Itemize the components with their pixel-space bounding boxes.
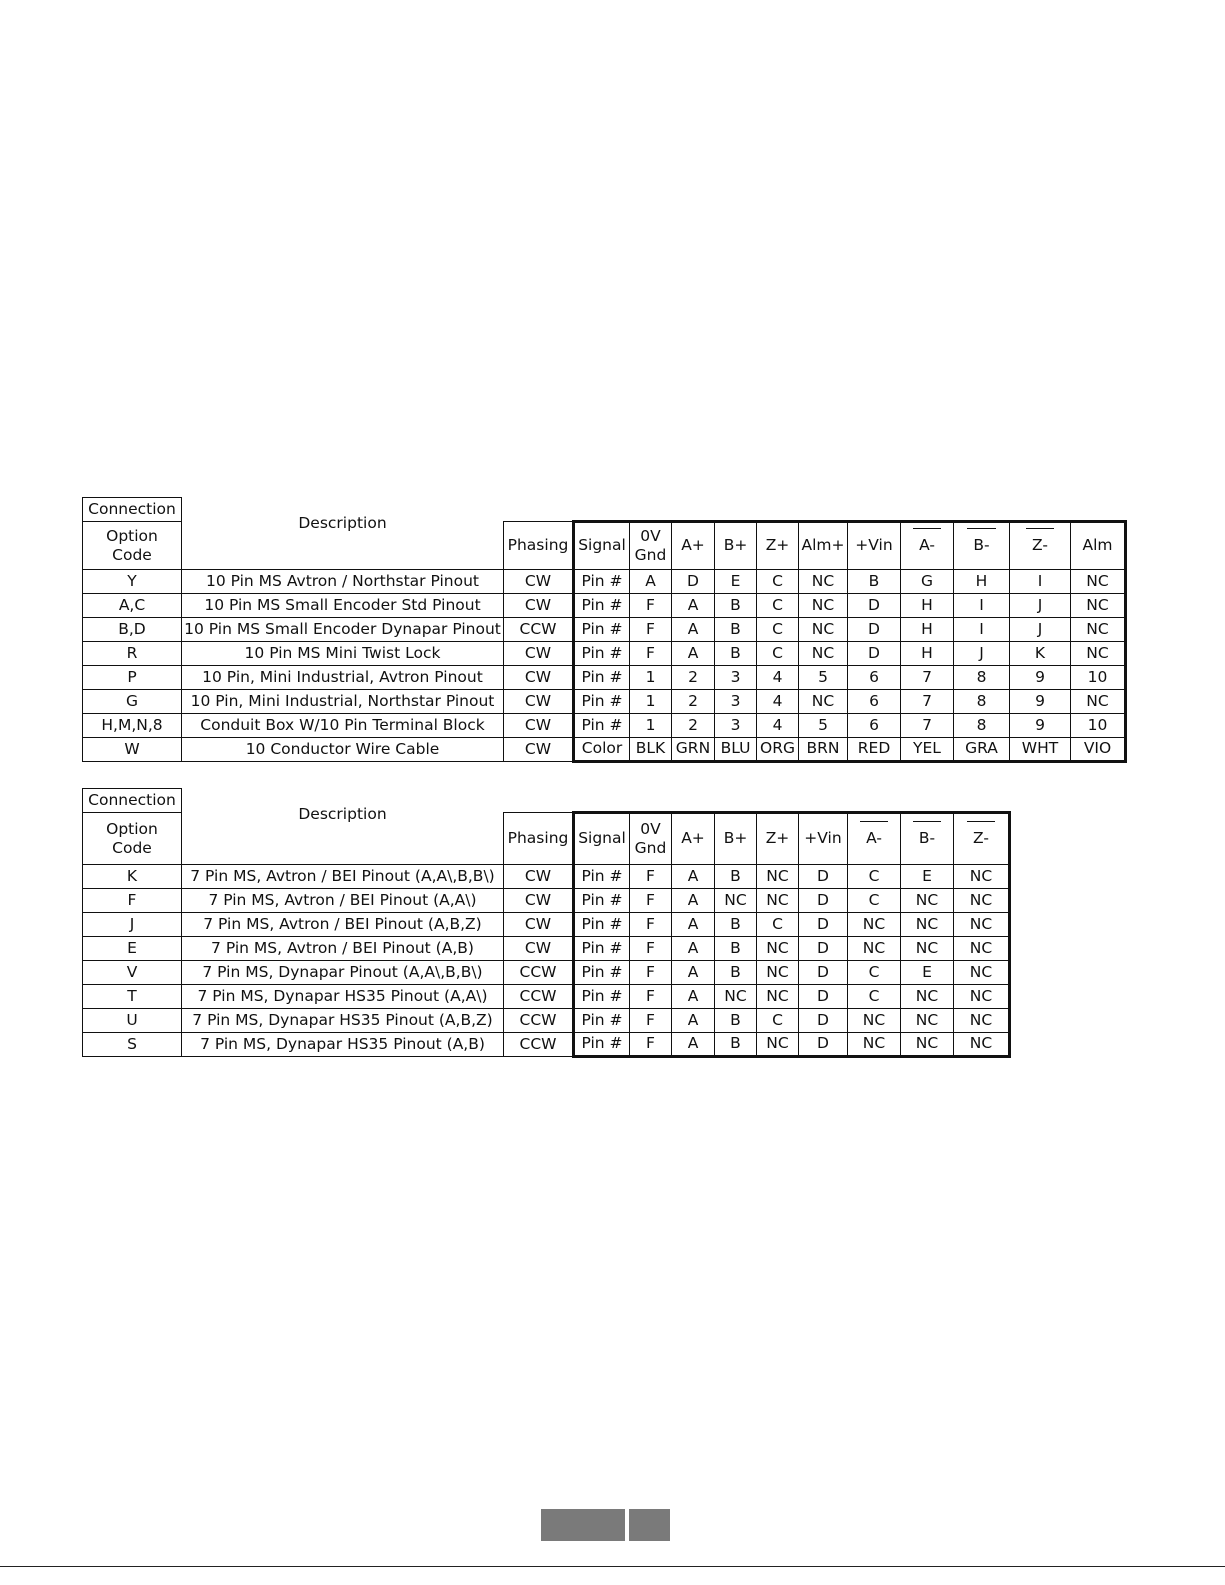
pin-cell: B: [715, 1033, 757, 1057]
pin-cell: NC: [901, 1033, 954, 1057]
pin-cell: C: [848, 961, 901, 985]
table-row: [83, 889, 1010, 913]
pin-cell: G: [901, 570, 954, 594]
pin-cell: NC: [901, 937, 954, 961]
gnd-top-label: 0V: [640, 527, 661, 545]
pin-cell: 7: [901, 690, 954, 714]
pin-cell: 9: [1010, 714, 1071, 738]
pin-cell: C: [848, 865, 901, 889]
pin-cell: D: [799, 1033, 848, 1057]
pin-cell: F: [630, 985, 672, 1009]
footer-page-block-right: [629, 1509, 670, 1541]
pin-cell: NC: [1071, 642, 1126, 666]
option-code-cell: P: [83, 666, 182, 690]
description-cell: 10 Pin, Mini Industrial, Northstar Pinout: [182, 690, 504, 714]
option-code-cell: H,M,N,8: [83, 714, 182, 738]
phasing-cell: CW: [504, 666, 574, 690]
option-code-cell: Y: [83, 570, 182, 594]
pin-cell: 8: [954, 690, 1010, 714]
pin-cell: BRN: [799, 738, 848, 762]
signal-cell: Pin #: [574, 594, 630, 618]
phasing-cell: CCW: [504, 1009, 574, 1033]
page-bottom-rule: [0, 1566, 1225, 1567]
description-cell: 7 Pin MS, Dynapar Pinout (A,A\,B,B\): [182, 961, 504, 985]
pin-cell: A: [672, 1009, 715, 1033]
signal-header-b-plus: B+: [715, 813, 757, 865]
connection-header: Connection: [83, 789, 182, 813]
pin-cell: 6: [848, 714, 901, 738]
option-code-cell: J: [83, 913, 182, 937]
option-label: Option: [106, 819, 158, 838]
signal-cell: Pin #: [574, 618, 630, 642]
table-row: [83, 1033, 1010, 1057]
description-cell: 10 Pin, Mini Industrial, Avtron Pinout: [182, 666, 504, 690]
gnd-header: [630, 813, 672, 865]
signal-header-vin: +Vin: [799, 813, 848, 865]
pin-cell: NC: [901, 913, 954, 937]
pin-cell: NC: [848, 1033, 901, 1057]
pin-cell: F: [630, 594, 672, 618]
pin-cell: E: [715, 570, 757, 594]
description-cell: 10 Pin MS Mini Twist Lock: [182, 642, 504, 666]
pin-cell: D: [799, 937, 848, 961]
pin-cell: F: [630, 961, 672, 985]
pin-cell: 5: [799, 714, 848, 738]
pin-cell: D: [799, 985, 848, 1009]
option-code-header: [83, 813, 182, 865]
pin-cell: NC: [799, 594, 848, 618]
pin-cell: NC: [954, 961, 1010, 985]
pin-cell: I: [954, 618, 1010, 642]
pin-cell: 9: [1010, 690, 1071, 714]
gnd-bottom-label: Gnd: [634, 839, 667, 857]
description-cell: 10 Pin MS Avtron / Northstar Pinout: [182, 570, 504, 594]
pin-cell: NC: [799, 618, 848, 642]
pin-cell: F: [630, 1033, 672, 1057]
pin-cell: D: [799, 913, 848, 937]
option-code-cell: T: [83, 985, 182, 1009]
pin-cell: 2: [672, 714, 715, 738]
pin-cell: A: [672, 961, 715, 985]
pin-cell: BLK: [630, 738, 672, 762]
pin-cell: 6: [848, 690, 901, 714]
phasing-cell: CW: [504, 690, 574, 714]
pin-cell: B: [715, 961, 757, 985]
pin-cell: C: [848, 985, 901, 1009]
table-row: [83, 1009, 1010, 1033]
pin-cell: NC: [715, 985, 757, 1009]
signal-header-z-minus: Z-: [1010, 522, 1071, 570]
pin-cell: A: [672, 865, 715, 889]
signal-cell: Color: [574, 738, 630, 762]
pin-cell: NC: [848, 937, 901, 961]
description-cell: 10 Conductor Wire Cable: [182, 738, 504, 762]
phasing-cell: CW: [504, 889, 574, 913]
pin-cell: H: [901, 618, 954, 642]
description-cell: 7 Pin MS, Avtron / BEI Pinout (A,A\): [182, 889, 504, 913]
pin-cell: 7: [901, 714, 954, 738]
pin-cell: NC: [715, 889, 757, 913]
pin-cell: C: [757, 594, 799, 618]
pin-cell: NC: [799, 690, 848, 714]
pin-cell: F: [630, 1009, 672, 1033]
description-cell: 10 Pin MS Small Encoder Dynapar Pinout: [182, 618, 504, 642]
pin-cell: NC: [757, 961, 799, 985]
pin-cell: GRN: [672, 738, 715, 762]
phasing-cell: CW: [504, 594, 574, 618]
connection-header: Connection: [83, 498, 182, 522]
pin-cell: B: [715, 642, 757, 666]
pin-cell: 4: [757, 714, 799, 738]
table-row: [83, 714, 1126, 738]
signal-header-z-plus: Z+: [757, 813, 799, 865]
pin-cell: GRA: [954, 738, 1010, 762]
pin-cell: 3: [715, 714, 757, 738]
pin-cell: NC: [757, 937, 799, 961]
option-code-cell: B,D: [83, 618, 182, 642]
pin-cell: D: [848, 594, 901, 618]
pin-cell: ORG: [757, 738, 799, 762]
signal-header-alm: Alm: [1071, 522, 1126, 570]
signal-header-a-minus: A-: [901, 522, 954, 570]
pin-cell: A: [672, 642, 715, 666]
signal-cell: Pin #: [574, 690, 630, 714]
phasing-header: Phasing: [504, 522, 574, 570]
table-row: [83, 594, 1126, 618]
pin-cell: NC: [901, 1009, 954, 1033]
signal-cell: Pin #: [574, 985, 630, 1009]
pin-cell: C: [848, 889, 901, 913]
pin-cell: K: [1010, 642, 1071, 666]
pin-cell: D: [799, 865, 848, 889]
description-cell: 7 Pin MS, Dynapar HS35 Pinout (A,B,Z): [182, 1009, 504, 1033]
description-header: Description: [298, 513, 387, 532]
pin-cell: C: [757, 642, 799, 666]
pin-cell: WHT: [1010, 738, 1071, 762]
pinout-table-7-pin: [82, 788, 1011, 1058]
pin-cell: B: [715, 618, 757, 642]
pin-cell: A: [672, 913, 715, 937]
pin-cell: 8: [954, 666, 1010, 690]
table-row: [83, 961, 1010, 985]
phasing-cell: CCW: [504, 961, 574, 985]
pin-cell: NC: [757, 1033, 799, 1057]
pin-cell: NC: [954, 913, 1010, 937]
option-code-cell: K: [83, 865, 182, 889]
phasing-header: Phasing: [504, 813, 574, 865]
pin-cell: F: [630, 618, 672, 642]
pin-cell: D: [672, 570, 715, 594]
pin-cell: F: [630, 889, 672, 913]
pin-cell: YEL: [901, 738, 954, 762]
option-label: Option: [106, 526, 158, 545]
pin-cell: 6: [848, 666, 901, 690]
description-cell: 7 Pin MS, Avtron / BEI Pinout (A,B,Z): [182, 913, 504, 937]
pin-cell: NC: [1071, 618, 1126, 642]
signal-cell: Pin #: [574, 961, 630, 985]
pin-cell: 10: [1071, 666, 1126, 690]
option-code-cell: V: [83, 961, 182, 985]
signal-header: Signal: [574, 522, 630, 570]
table-row: [83, 913, 1010, 937]
description-cell: 7 Pin MS, Avtron / BEI Pinout (A,B): [182, 937, 504, 961]
signal-cell: Pin #: [574, 666, 630, 690]
pin-cell: A: [672, 618, 715, 642]
signal-header: Signal: [574, 813, 630, 865]
pin-cell: 10: [1071, 714, 1126, 738]
pin-cell: NC: [954, 937, 1010, 961]
pin-cell: A: [672, 889, 715, 913]
pin-cell: NC: [901, 889, 954, 913]
option-code-cell: E: [83, 937, 182, 961]
option-code-cell: U: [83, 1009, 182, 1033]
pin-cell: A: [672, 985, 715, 1009]
option-code-cell: G: [83, 690, 182, 714]
phasing-cell: CW: [504, 738, 574, 762]
pin-cell: NC: [848, 913, 901, 937]
phasing-cell: CW: [504, 913, 574, 937]
pin-cell: F: [630, 913, 672, 937]
pin-cell: B: [715, 913, 757, 937]
pin-cell: A: [630, 570, 672, 594]
pin-cell: E: [901, 865, 954, 889]
pin-cell: J: [954, 642, 1010, 666]
pin-cell: E: [901, 961, 954, 985]
option-code-cell: W: [83, 738, 182, 762]
pin-cell: NC: [901, 985, 954, 1009]
signal-header-a-plus: A+: [672, 522, 715, 570]
pin-cell: H: [954, 570, 1010, 594]
pin-cell: I: [954, 594, 1010, 618]
pin-cell: 4: [757, 666, 799, 690]
phasing-cell: CCW: [504, 618, 574, 642]
signal-cell: Pin #: [574, 1033, 630, 1057]
signal-cell: Pin #: [574, 714, 630, 738]
description-cell: 7 Pin MS, Dynapar HS35 Pinout (A,A\): [182, 985, 504, 1009]
signal-header-vin: +Vin: [848, 522, 901, 570]
signal-cell: Pin #: [574, 913, 630, 937]
pin-cell: 8: [954, 714, 1010, 738]
pin-cell: NC: [954, 985, 1010, 1009]
table-row: [83, 666, 1126, 690]
table-row: [83, 865, 1010, 889]
pin-cell: NC: [848, 1009, 901, 1033]
pin-cell: C: [757, 913, 799, 937]
pin-cell: D: [799, 889, 848, 913]
pin-cell: A: [672, 937, 715, 961]
signal-header-a-minus: A-: [848, 813, 901, 865]
description-cell: 7 Pin MS, Dynapar HS35 Pinout (A,B): [182, 1033, 504, 1057]
option-code-header: [83, 522, 182, 570]
phasing-cell: CCW: [504, 985, 574, 1009]
pin-cell: F: [630, 937, 672, 961]
table-row: [83, 738, 1126, 762]
pin-cell: C: [757, 618, 799, 642]
pin-cell: 3: [715, 690, 757, 714]
phasing-cell: CW: [504, 570, 574, 594]
pin-cell: C: [757, 1009, 799, 1033]
signal-header-alm-plus: Alm+: [799, 522, 848, 570]
table-row: [83, 985, 1010, 1009]
pin-cell: NC: [1071, 594, 1126, 618]
table-row: [83, 642, 1126, 666]
description-cell: 7 Pin MS, Avtron / BEI Pinout (A,A\,B,B\): [182, 865, 504, 889]
pin-cell: B: [848, 570, 901, 594]
table-row: [83, 570, 1126, 594]
signal-cell: Pin #: [574, 570, 630, 594]
signal-cell: Pin #: [574, 937, 630, 961]
pin-cell: NC: [954, 1033, 1010, 1057]
table-row: [83, 937, 1010, 961]
phasing-cell: CW: [504, 642, 574, 666]
phasing-cell: CW: [504, 714, 574, 738]
signal-cell: Pin #: [574, 1009, 630, 1033]
pin-cell: A: [672, 1033, 715, 1057]
pin-cell: B: [715, 865, 757, 889]
gnd-top-label: 0V: [640, 820, 661, 838]
pin-cell: F: [630, 865, 672, 889]
pin-cell: NC: [1071, 570, 1126, 594]
signal-cell: Pin #: [574, 889, 630, 913]
code-label: Code: [112, 545, 152, 564]
pin-cell: NC: [757, 985, 799, 1009]
pin-cell: NC: [757, 889, 799, 913]
pin-cell: J: [1010, 618, 1071, 642]
phasing-cell: CCW: [504, 1033, 574, 1057]
pin-cell: NC: [799, 642, 848, 666]
pin-cell: D: [799, 1009, 848, 1033]
pin-cell: B: [715, 937, 757, 961]
pin-cell: C: [757, 570, 799, 594]
pinout-table-10-pin: [82, 497, 1127, 763]
pin-cell: 3: [715, 666, 757, 690]
pin-cell: BLU: [715, 738, 757, 762]
pin-cell: NC: [954, 865, 1010, 889]
pin-cell: H: [901, 642, 954, 666]
signal-header-b-minus: B-: [901, 813, 954, 865]
phasing-cell: CW: [504, 865, 574, 889]
pin-cell: I: [1010, 570, 1071, 594]
pin-cell: 2: [672, 666, 715, 690]
description-cell: 10 Pin MS Small Encoder Std Pinout: [182, 594, 504, 618]
option-code-cell: S: [83, 1033, 182, 1057]
pin-cell: J: [1010, 594, 1071, 618]
phasing-cell: CW: [504, 937, 574, 961]
description-header: Description: [298, 804, 387, 823]
pin-cell: B: [715, 594, 757, 618]
pin-cell: H: [901, 594, 954, 618]
pin-cell: NC: [799, 570, 848, 594]
gnd-header: [630, 522, 672, 570]
pin-cell: 7: [901, 666, 954, 690]
pin-cell: D: [799, 961, 848, 985]
pin-cell: NC: [954, 889, 1010, 913]
pin-cell: NC: [954, 1009, 1010, 1033]
pin-cell: 1: [630, 714, 672, 738]
pin-cell: 5: [799, 666, 848, 690]
pin-cell: F: [630, 642, 672, 666]
pin-cell: NC: [757, 865, 799, 889]
pin-cell: VIO: [1071, 738, 1126, 762]
pin-cell: 9: [1010, 666, 1071, 690]
signal-cell: Pin #: [574, 642, 630, 666]
signal-header-b-minus: B-: [954, 522, 1010, 570]
pin-cell: B: [715, 1009, 757, 1033]
table-row: [83, 618, 1126, 642]
pin-cell: 1: [630, 666, 672, 690]
signal-header-z-minus: Z-: [954, 813, 1010, 865]
pin-cell: D: [848, 618, 901, 642]
option-code-cell: A,C: [83, 594, 182, 618]
pin-cell: D: [848, 642, 901, 666]
footer-page-block-left: [541, 1509, 625, 1541]
option-code-cell: F: [83, 889, 182, 913]
signal-cell: Pin #: [574, 865, 630, 889]
signal-header-b-plus: B+: [715, 522, 757, 570]
code-label: Code: [112, 838, 152, 857]
pin-cell: A: [672, 594, 715, 618]
pin-cell: RED: [848, 738, 901, 762]
gnd-bottom-label: Gnd: [634, 546, 667, 564]
pin-cell: 2: [672, 690, 715, 714]
option-code-cell: R: [83, 642, 182, 666]
table-row: [83, 690, 1126, 714]
pin-cell: 1: [630, 690, 672, 714]
pin-cell: NC: [1071, 690, 1126, 714]
description-cell: Conduit Box W/10 Pin Terminal Block: [182, 714, 504, 738]
signal-header-z-plus: Z+: [757, 522, 799, 570]
signal-header-a-plus: A+: [672, 813, 715, 865]
pin-cell: 4: [757, 690, 799, 714]
